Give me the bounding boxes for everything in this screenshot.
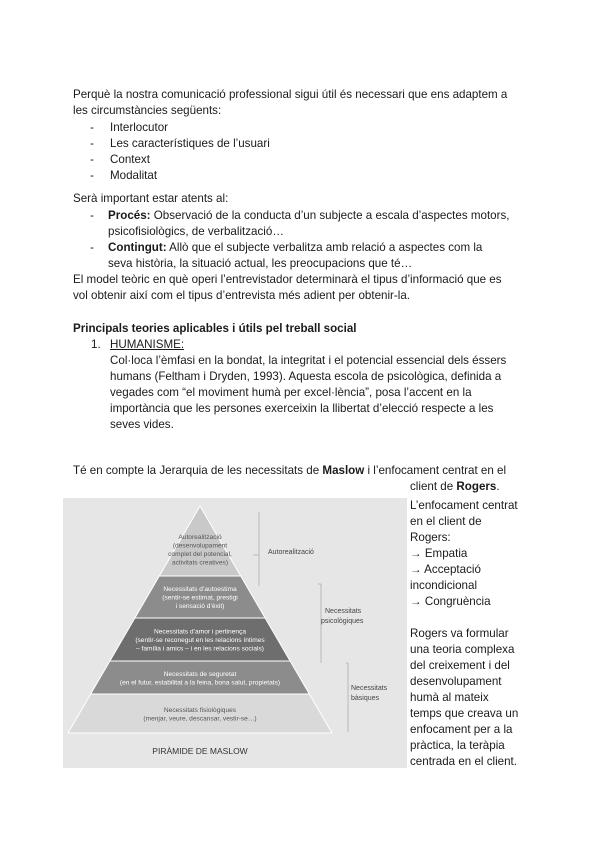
contingut-text-1: Allò que el subjecte verbalitza amb relació a aspectes com la <box>166 241 483 254</box>
list-item: Context <box>110 153 150 166</box>
list-bullet: - <box>90 241 94 254</box>
side-line: en el client de <box>410 515 482 528</box>
side-line: → Congruència <box>410 595 491 608</box>
pyramid-tier-label: i sensació d’èxit) <box>175 603 225 610</box>
list-bullet: - <box>90 137 94 150</box>
contingut-text-2: seva història, la situació actual, les preocupacions que té… <box>108 257 413 270</box>
contingut-item <box>108 240 538 256</box>
list-bullet: - <box>90 153 94 166</box>
item-number: 1. <box>91 338 101 351</box>
side-line: → Empatia <box>410 547 468 560</box>
rogers-name: Rogers <box>456 480 497 493</box>
side-line: incondicional <box>410 579 478 592</box>
rogers-theory <box>410 626 530 770</box>
side-line: L’enfocament centrat <box>410 499 518 512</box>
maslow-line-text-1: Té en compte la Jerarquia de les necessitats de <box>73 464 323 477</box>
side-line: desenvolupament <box>410 675 502 688</box>
list-item: Les característiques de l’usuari <box>110 137 270 150</box>
intro-line-1: Perquè la nostra comunicació professional sigui útil és necessari que ens adaptem a <box>73 88 508 101</box>
rogers-line <box>410 479 500 495</box>
list-item: Modalitat <box>110 169 158 182</box>
pyramid-tier-label: (sentir-se reconegut en les relacions íntimes <box>135 637 265 644</box>
pyramid-side-label: psicològiques <box>321 618 364 625</box>
proces-text-2: psicofisiològics, de verbalització… <box>108 225 284 238</box>
rogers-approach <box>410 498 530 610</box>
side-line: humà al mateix <box>410 691 489 704</box>
pyramid-side-label: Autorealització <box>268 549 314 556</box>
side-line: pràctica, la teràpia <box>410 739 505 752</box>
side-line: → Acceptació <box>410 563 481 576</box>
pyramid-caption: PIRÀMIDE DE MASLOW <box>152 746 248 756</box>
pyramid-tier-label: Necessitats d’autoestima <box>163 586 237 593</box>
pyramid-tier-label: (en el futur, estabilitat a la feina, bona salut, propietats) <box>119 679 281 687</box>
rogers-line-text: client de <box>410 480 457 493</box>
model-line-2: vol obtenir així com el tipus d’entrevista més adient per obtenir-la. <box>73 289 411 302</box>
section-heading-text: Principals teories aplicables i útils pel treball social <box>73 322 357 335</box>
proces-item <box>108 208 538 224</box>
maslow-pyramid-figure <box>63 498 407 768</box>
list-item: Interlocutor <box>110 121 168 134</box>
humanisme-line-4: importància que les persones exerceixin la llibertat d’elecció respecte a les <box>110 402 494 415</box>
humanisme-line-5: seves vides. <box>110 418 174 431</box>
humanisme-line-3: vegades com “el moviment humà per excel·lència”, posa l’accent en la <box>110 386 472 399</box>
pyramid-tier-label: Necessitats de seguretat <box>163 670 237 678</box>
pyramid-tier-label: – família i amics – i en les relacions socials) <box>136 645 264 653</box>
proces-text-1: Observació de la conducta d’un subjecte a escala d’aspectes motors, <box>150 209 510 222</box>
list-bullet: - <box>90 169 94 182</box>
maslow-pyramid <box>63 498 407 768</box>
section-heading <box>73 321 533 337</box>
maslow-line-text-2: i l’enfocament centrat en el <box>364 464 507 477</box>
pyramid-tier-label: (sentir-se estimat, prestigi <box>162 594 238 602</box>
proces-label: Procés: <box>108 209 151 222</box>
side-line: Rogers: <box>410 531 451 544</box>
list-bullet: - <box>90 209 94 222</box>
maslow-name: Maslow <box>322 464 365 477</box>
pyramid-tier-label: (menjar, veure, descansar, vestir-se…) <box>143 715 257 723</box>
attention-lead: Serà important estar atents al: <box>73 192 229 205</box>
humanisme-title: HUMANISME: <box>110 338 185 351</box>
list-bullet: - <box>90 121 94 134</box>
rogers-line-period: . <box>496 480 500 493</box>
pyramid-tier-label: Necessitats fisiològiques <box>163 706 237 714</box>
side-line: una teoria complexa <box>410 643 515 656</box>
side-line: enfocament per a la <box>410 723 513 736</box>
pyramid-tier-label: Necessitats d’amor i pertinença <box>154 628 246 636</box>
side-line: centrada en el client. <box>410 755 517 768</box>
pyramid-tier-label: complet del potencial, <box>168 550 232 558</box>
pyramid-side-label: Necessitats <box>325 608 362 615</box>
side-line: del creixement i del <box>410 659 510 672</box>
contingut-label: Contingut: <box>108 241 167 254</box>
side-line: Rogers va formular <box>410 627 509 640</box>
pyramid-tier-label: Autorealització <box>178 533 222 541</box>
side-line: temps que creava un <box>410 707 519 720</box>
maslow-line <box>73 463 543 479</box>
pyramid-side-label: Necessitats <box>351 685 388 692</box>
intro-line-2: les circumstàncies següents: <box>73 104 222 117</box>
humanisme-line-1: Col·loca l’èmfasi en la bondat, la integritat i el potencial essencial dels éssers <box>110 354 507 367</box>
model-line-1: El model teòric en què operi l’entrevistador determinarà el tipus d’informació que es <box>73 273 502 286</box>
humanisme-line-2: humans (Feltham i Dryden, 1993). Aquesta escola de psicològica, definida a <box>110 370 502 383</box>
pyramid-tier-label: activitats creatives) <box>171 559 229 567</box>
pyramid-tier-label: (desenvolupament <box>172 542 228 550</box>
pyramid-side-label: bàsiques <box>351 695 380 702</box>
